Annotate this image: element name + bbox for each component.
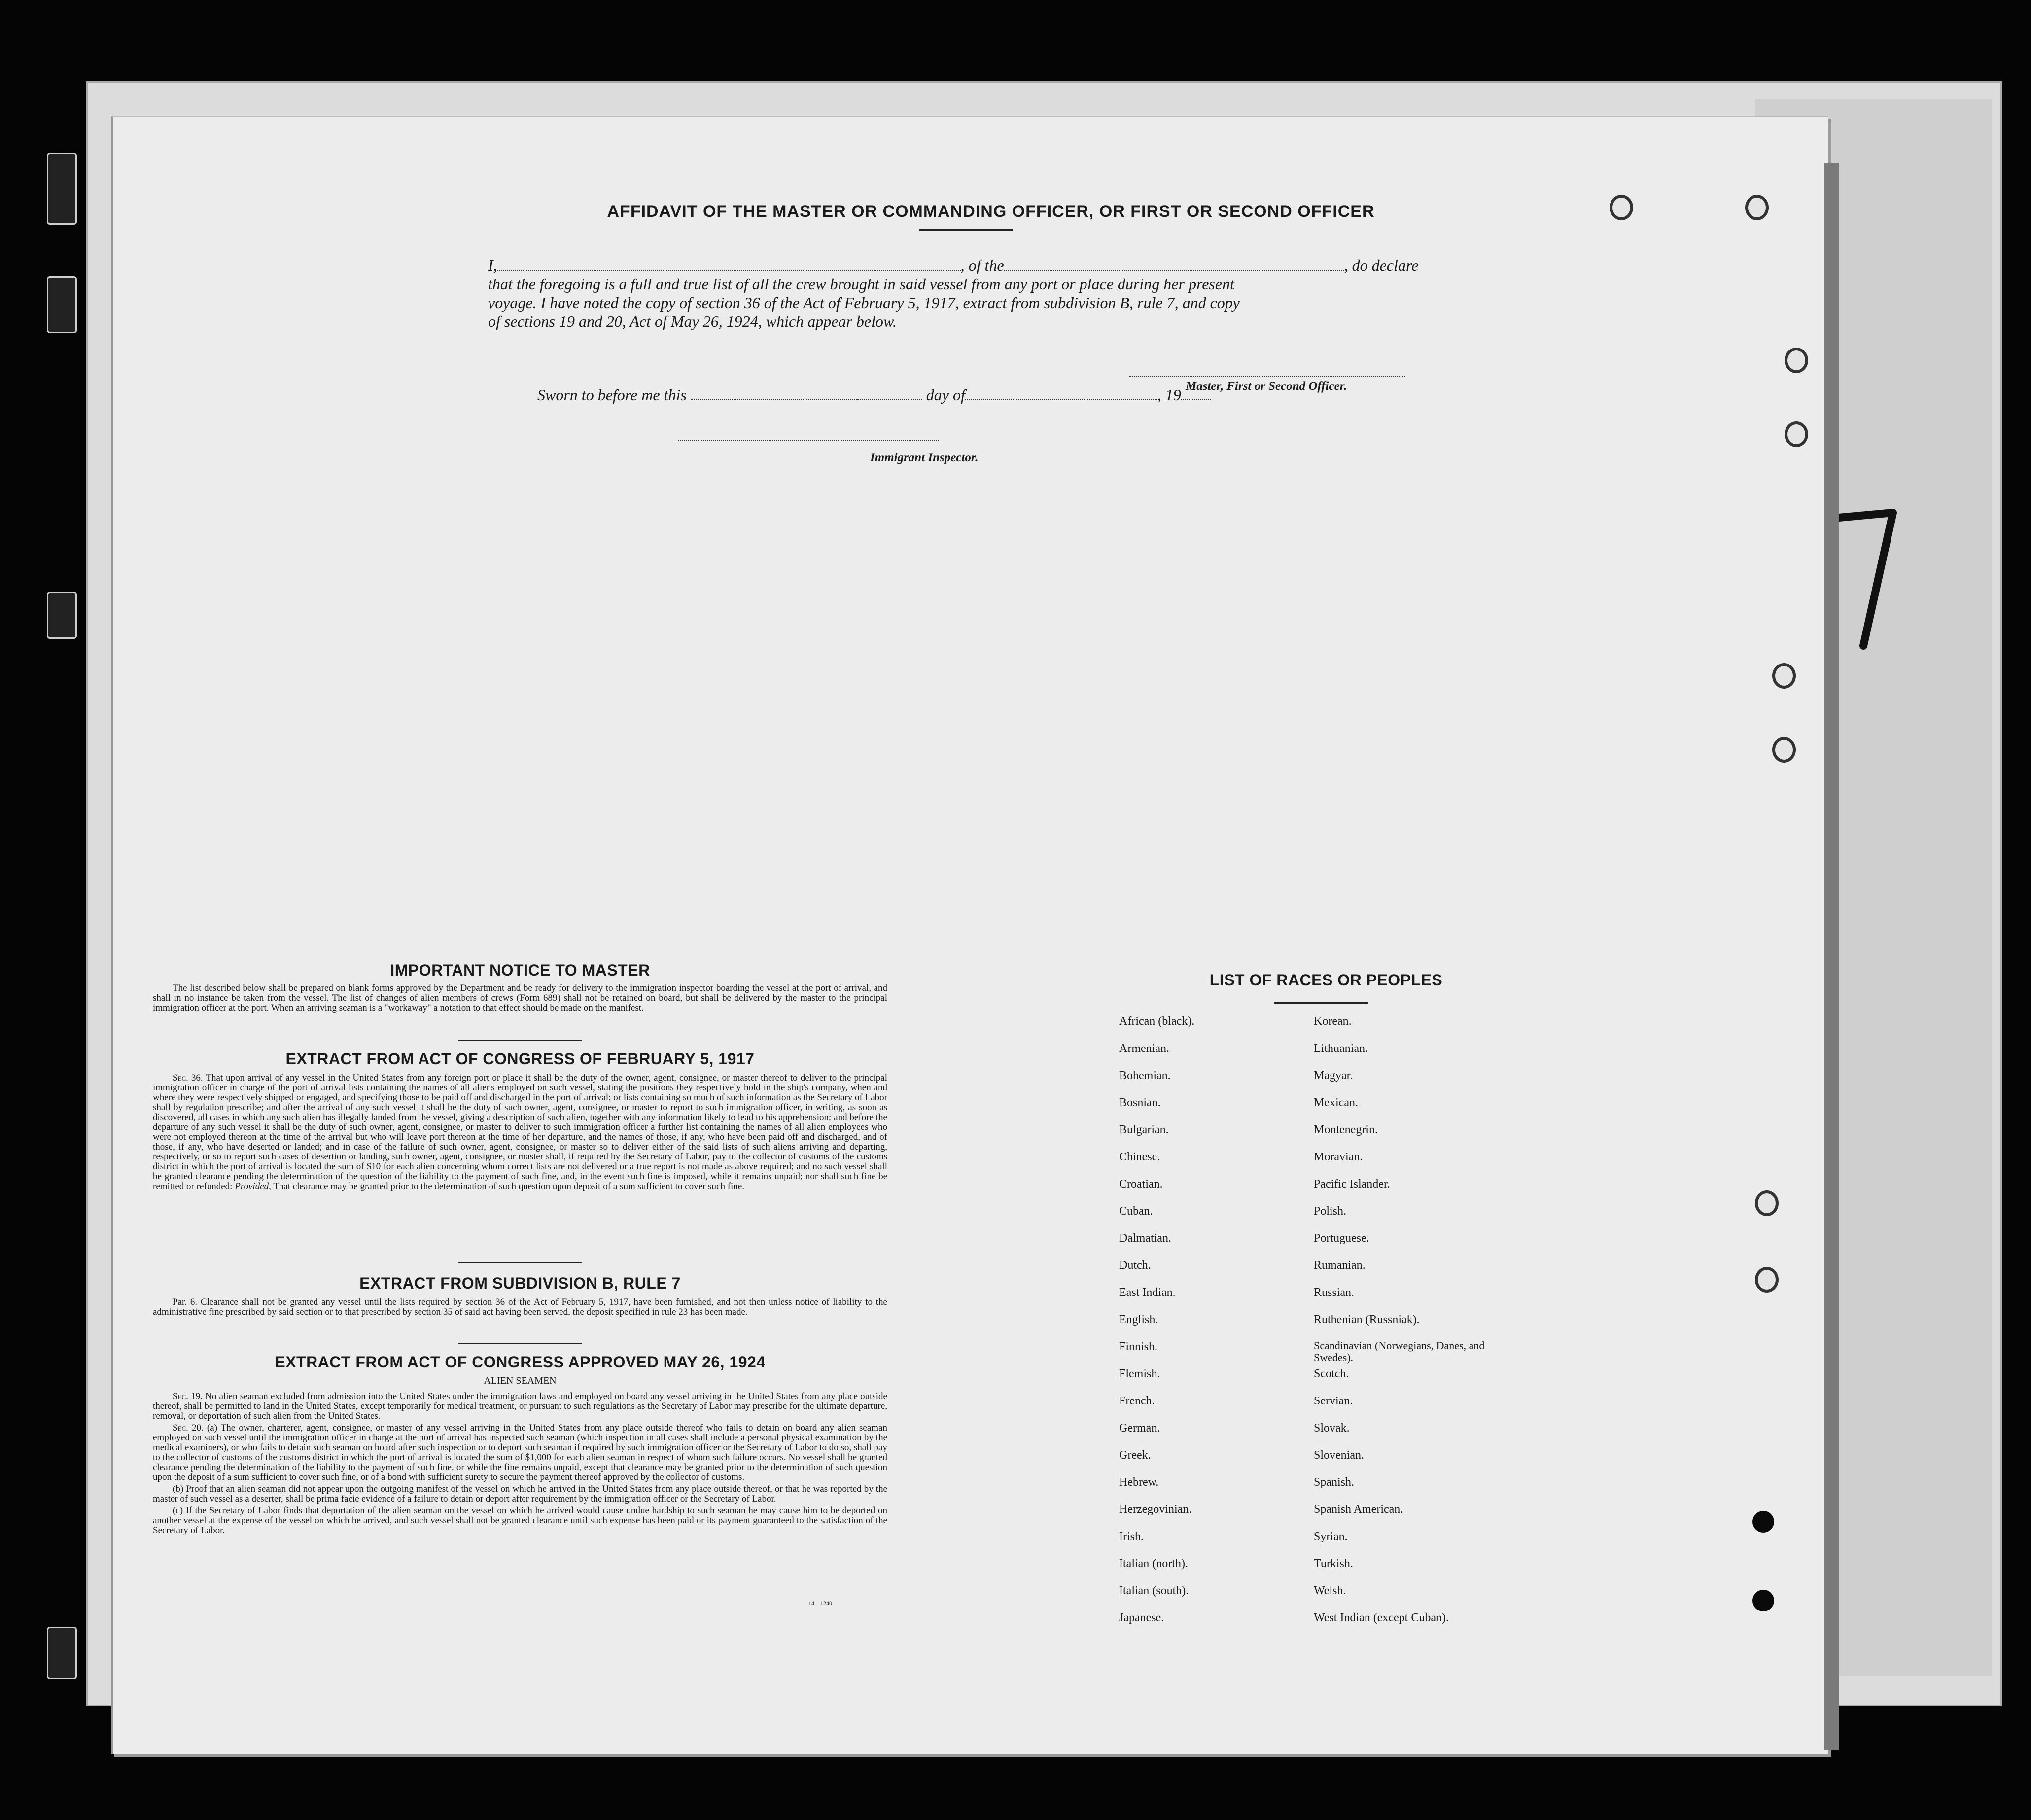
race-item: Dalmatian. bbox=[1119, 1232, 1171, 1245]
sec-19-label: Sec. 19. bbox=[173, 1391, 203, 1401]
race-item: Italian (south). bbox=[1119, 1584, 1189, 1597]
race-item: East Indian. bbox=[1119, 1286, 1176, 1299]
race-item: Italian (north). bbox=[1119, 1557, 1188, 1570]
extract-rule7-title: EXTRACT FROM SUBDIVISION B, RULE 7 bbox=[359, 1274, 681, 1292]
inspector-signature-line[interactable] bbox=[678, 440, 939, 441]
race-item: Ruthenian (Russniak). bbox=[1314, 1313, 1420, 1326]
race-item: Servian. bbox=[1314, 1395, 1353, 1407]
punch-hole bbox=[1772, 663, 1796, 689]
race-item: Bosnian. bbox=[1119, 1096, 1161, 1109]
punch-hole bbox=[1745, 195, 1769, 220]
punch-hole bbox=[1755, 1267, 1779, 1293]
race-item: Polish. bbox=[1314, 1205, 1347, 1218]
year-prefix-label: , 19 bbox=[1157, 386, 1181, 404]
race-item: German. bbox=[1119, 1422, 1160, 1435]
race-item: West Indian (except Cuban). bbox=[1314, 1611, 1449, 1624]
title-underline bbox=[919, 229, 1013, 231]
alien-seamen-subtitle: ALIEN SEAMEN bbox=[484, 1375, 557, 1386]
race-item: African (black). bbox=[1119, 1015, 1195, 1028]
extract-rule7-text bbox=[153, 1297, 887, 1319]
notice-text bbox=[153, 983, 887, 1015]
race-item: Japanese. bbox=[1119, 1611, 1164, 1624]
punch-hole bbox=[1785, 421, 1808, 447]
binder-clip bbox=[47, 153, 77, 225]
section-divider bbox=[458, 1262, 582, 1263]
sworn-day-blank[interactable] bbox=[691, 386, 858, 400]
inspector-signature-label: Immigrant Inspector. bbox=[870, 451, 979, 464]
punch-hole bbox=[1755, 1190, 1779, 1216]
race-item: Syrian. bbox=[1314, 1530, 1348, 1543]
rule7-paragraph: Par. 6. Clearance shall not be granted any vessel until the lists required by section 36 of the Act of February 5, 1917, have been furnished, and not then unless notice of liability to the administrative fine prescribed by said section or to that prescribed by section 35 of said act having been served, the deposit specified in rule 23 has been made. bbox=[153, 1297, 887, 1317]
races-left-column bbox=[1119, 1015, 1194, 1638]
affidavit-line-4: of sections 19 and 20, Act of May 26, 1924, which appear below. bbox=[488, 313, 897, 330]
sec-36-label: Sec. 36. bbox=[173, 1073, 203, 1083]
race-item: Turkish. bbox=[1314, 1557, 1353, 1570]
race-item: Croatian. bbox=[1119, 1178, 1163, 1190]
sworn-line bbox=[537, 386, 1211, 404]
punch-dot bbox=[1752, 1590, 1774, 1611]
races-title-underline bbox=[1274, 1002, 1368, 1004]
affidavit-i-label: I, bbox=[488, 256, 497, 274]
do-declare-label: , do declare bbox=[1344, 256, 1419, 274]
race-item: Slovak. bbox=[1314, 1422, 1350, 1435]
binder-clip bbox=[47, 1627, 77, 1679]
race-item: Russian. bbox=[1314, 1286, 1355, 1299]
race-item: Portuguese. bbox=[1314, 1232, 1369, 1245]
race-item: Bohemian. bbox=[1119, 1069, 1171, 1082]
race-item: Scandinavian (Norwegians, Danes, and Swedes). bbox=[1314, 1339, 1485, 1364]
sworn-month-blank[interactable] bbox=[965, 386, 1157, 400]
sworn-year-blank[interactable] bbox=[1181, 386, 1211, 400]
race-item: French. bbox=[1119, 1395, 1155, 1407]
extract-1917-title: EXTRACT FROM ACT OF CONGRESS OF FEBRUARY 5, 1917 bbox=[285, 1050, 755, 1068]
sworn-label: Sworn to before me this bbox=[537, 386, 687, 404]
officer-name-blank[interactable] bbox=[497, 257, 961, 271]
master-signature-label: Master, First or Second Officer. bbox=[1186, 380, 1347, 393]
sec-36-body: That upon arrival of any vessel in the United States from any foreign port or place it shall be the duty of the owner, agent, consignee, or master thereof to deliver to the principal immigration officer in charge of the port of arrival lists containing the names of all aliens employed on such vessel, stating the positions they respectively hold in the ship's company, when and where they were respectively shipped or engaged, and specifying those to be paid off and discharged in the port of arrival; or lists containing so much of such information as the Secretary of Labor shall by regulation prescribe; and after the arrival of any such vessel it shall be the duty of such owner, agent, consignee, or master to report to such immigration officer, in writing, as soon as discovered, all cases in which any such alien has illegally landed from the vessel, giving a description of such alien, together with any information likely to lead to his apprehension; and before the departure of any such vessel it shall be the duty of such owner, agent, consignee, or master to deliver to such immigration officer a further list containing the names of all alien employees who were not employed thereon at the time of the arrival but who will leave port thereon at the time of her departure, and the names of those, if any, who have been paid off and discharged, and of those, if any, who have deserted or landed; and in case of the failure of such owner, agent, consignee, or master so to deliver either of the said lists of such aliens arriving and departing, respectively, or so to report such cases of desertion or landing, such owner, agent, consignee, or master shall, if required by the Secretary of Labor, pay to the collector of customs of the customs district in which the port of arrival is located the sum of $10 for each alien concerning whom correct lists are not delivered or a true report is not made as above required; and no such vessel shall be granted clearance pending the determination of the question of the liability to the payment of such fine, and, in the event such fine is imposed, while it remains unpaid; nor shall such fine be remitted or refunded: bbox=[153, 1073, 887, 1191]
affidavit-line-3: voyage. I have noted the copy of section 36 of the Act of February 5, 1917, extract from subdivision B, rule 7, and copy bbox=[488, 294, 1240, 312]
race-item: Irish. bbox=[1119, 1530, 1144, 1543]
sworn-day-blank-2[interactable] bbox=[858, 386, 922, 400]
of-the-label: , of the bbox=[960, 256, 1004, 274]
race-item: Korean. bbox=[1314, 1015, 1352, 1028]
race-item: Bulgarian. bbox=[1119, 1123, 1169, 1136]
race-item: Lithuanian. bbox=[1314, 1042, 1368, 1055]
proviso-label: Provided, bbox=[235, 1181, 271, 1191]
binder-clip bbox=[47, 276, 77, 333]
handwritten-seven-mark bbox=[1834, 508, 1898, 651]
race-item: Armenian. bbox=[1119, 1042, 1169, 1055]
races-right-column bbox=[1314, 1015, 1501, 1638]
race-item: Rumanian. bbox=[1314, 1259, 1366, 1272]
race-item: Greek. bbox=[1119, 1449, 1151, 1462]
sec-19-body: No alien seaman excluded from admission into the United States under the immigration laws and employed on board any vessel arriving in the United States from any place outside thereof, shall be permitted to land in the United States, except temporarily for medical treatment, or pursuant to such regulations as the Secretary of Labor may prescribe for the ultimate departure, removal, or deportation of such alien from the United States. bbox=[153, 1391, 887, 1421]
extract-1924-title: EXTRACT FROM ACT OF CONGRESS APPROVED MAY 26, 1924 bbox=[275, 1353, 766, 1371]
form-number: 14—1240 bbox=[808, 1600, 832, 1607]
race-item: Finnish. bbox=[1119, 1340, 1158, 1353]
race-item: Pacific Islander. bbox=[1314, 1178, 1390, 1190]
affidavit-title: AFFIDAVIT OF THE MASTER OR COMMANDING OFFICER, OR FIRST OR SECOND OFFICER bbox=[607, 202, 1375, 221]
page-edge-shadow bbox=[1824, 163, 1839, 1750]
punch-hole bbox=[1785, 348, 1808, 373]
proviso-body: That clearance may be granted prior to the determination of such question upon deposit of a sum sufficient to cover such fine. bbox=[273, 1181, 744, 1191]
binder-clip bbox=[47, 592, 77, 639]
race-item: Scotch. bbox=[1314, 1367, 1349, 1380]
race-item: Magyar. bbox=[1314, 1069, 1353, 1082]
race-item: Chinese. bbox=[1119, 1151, 1160, 1163]
punch-hole bbox=[1610, 195, 1633, 220]
vessel-name-blank[interactable] bbox=[1004, 257, 1344, 271]
race-item: Montenegrin. bbox=[1314, 1123, 1378, 1136]
sec-20b-body: (b) Proof that an alien seaman did not appear upon the outgoing manifest of the vessel on which he arrived in the United States from any place outside thereof, or that he was reported by the master of such vessel as a deserter, shall be prima facie evidence of a failure to detain or deport after requirement by the immigration officer or the Secretary of Labor. bbox=[153, 1484, 887, 1504]
race-item: Flemish. bbox=[1119, 1367, 1160, 1380]
extract-1917-text bbox=[153, 1073, 887, 1193]
race-item: Spanish. bbox=[1314, 1476, 1355, 1489]
race-item: Cuban. bbox=[1119, 1205, 1153, 1218]
race-item: Dutch. bbox=[1119, 1259, 1151, 1272]
race-item: Slovenian. bbox=[1314, 1449, 1364, 1462]
affidavit-line-2: that the foregoing is a full and true list of all the crew brought in said vessel from any port or place during her present bbox=[488, 275, 1234, 293]
race-item: Herzegovinian. bbox=[1119, 1503, 1192, 1516]
extract-1924-text bbox=[153, 1392, 887, 1538]
race-item: Mexican. bbox=[1314, 1096, 1358, 1109]
day-of-label: day of bbox=[926, 386, 965, 404]
sec-20a-body: (a) The owner, charterer, agent, consignee, or master of any vessel arriving in the United States from any place outside thereof who fails to detain on board any alien seaman employed on such vessel until the immigration officer in charge at the port of arrival has inspected such seaman (which inspection in all cases shall include a personal physical examination by the medical examiners), or who fails to detain such seaman on board after such inspection or to deport such seaman if required by such immigration officer or the Secretary of Labor to do so, shall pay to the collector of customs of the customs district in which the port of arrival is located the sum of $1,000 for each alien seaman in respect of whom such failure occurs. No vessel shall be granted clearance pending the determination of the liability to the payment of such fine, or while the fine remains unpaid, except that clearance may be granted prior to the determination of such question upon the deposit of a sum sufficient to cover such fine, or of a bond with sufficient surety to secure the payment thereof approved by the collector of customs. bbox=[153, 1423, 888, 1482]
race-item: English. bbox=[1119, 1313, 1158, 1326]
race-item: Moravian. bbox=[1314, 1151, 1363, 1163]
punch-hole bbox=[1772, 737, 1796, 763]
race-item: Spanish American. bbox=[1314, 1503, 1403, 1516]
notice-title: IMPORTANT NOTICE TO MASTER bbox=[390, 961, 650, 979]
master-signature-line[interactable] bbox=[1129, 376, 1405, 377]
sec-20c-body: (c) If the Secretary of Labor finds that deportation of the alien seaman on the vessel on which he arrived would cause undue hardship to such seaman he may cause him to be deported on another vessel at the expense of the vessel on which he arrived, and such vessel shall not be granted clearance until such expense has been paid or its payment guaranteed to the satisfaction of the Secretary of Labor. bbox=[153, 1505, 887, 1536]
notice-paragraph: The list described below shall be prepared on blank forms approved by the Department and be ready for delivery to the immigration inspector boarding the vessel at the port of arrival, and shall in no instance be taken from the vessel. The list of changes of alien members of crews (Form 689) shall not be retained on board, but shall be delivered by the master to the principal immigration officer at the port. When an arriving seaman is a "workaway" a notation to that effect should be made on the manifest. bbox=[153, 983, 887, 1013]
section-divider bbox=[458, 1343, 582, 1344]
race-item: Hebrew. bbox=[1119, 1476, 1159, 1489]
section-divider bbox=[458, 1040, 582, 1041]
races-title: LIST OF RACES OR PEOPLES bbox=[1209, 971, 1443, 989]
sec-20-label: Sec. 20. bbox=[173, 1423, 204, 1433]
affidavit-line-1 bbox=[488, 256, 1418, 275]
punch-dot bbox=[1752, 1511, 1774, 1533]
race-item: Welsh. bbox=[1314, 1584, 1346, 1597]
